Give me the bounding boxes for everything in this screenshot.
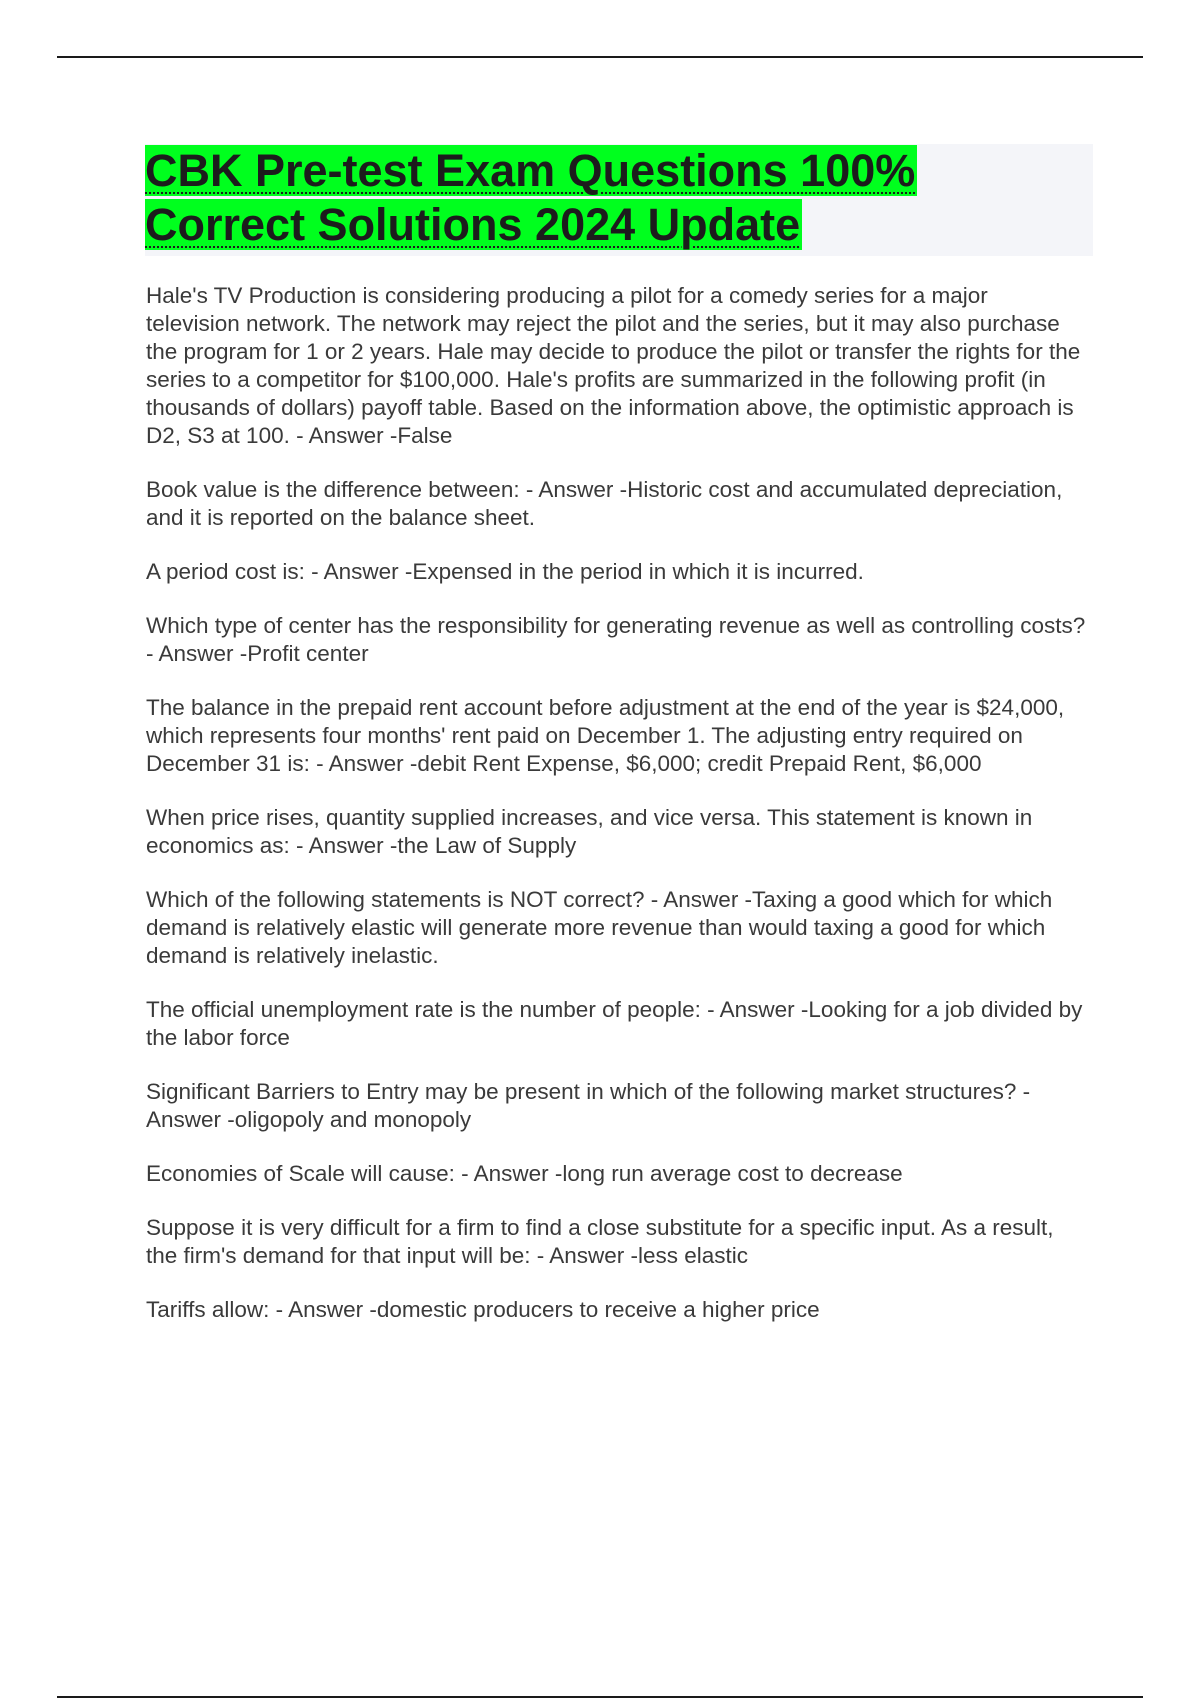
question-item: The official unemployment rate is the number of people: - Answer -Looking for a job divided by the labor force (146, 997, 1083, 1050)
question-item: Which of the following statements is NOT correct? - Answer -Taxing a good which for which demand is relatively elastic will generate more revenue than would taxing a good for which demand is relatively inelastic. (146, 887, 1053, 968)
title-block (145, 144, 1093, 256)
question-item: Significant Barriers to Entry may be present in which of the following market structures? - Answer -oligopoly and monopoly (146, 1079, 1031, 1132)
question-item: When price rises, quantity supplied increases, and vice versa. This statement is known in economics as: - Answer -the Law of Supply (146, 805, 1033, 858)
question-item: A period cost is: - Answer -Expensed in the period in which it is incurred. (146, 559, 864, 584)
document-title (145, 144, 1093, 252)
question-list (146, 282, 1086, 1350)
question-item: Tariffs allow: - Answer -domestic producers to receive a higher price (146, 1297, 820, 1322)
bottom-divider (57, 1696, 1143, 1698)
top-divider (57, 56, 1143, 58)
question-item: The balance in the prepaid rent account before adjustment at the end of the year is $24,000, which represents four months' rent paid on December 1. The adjusting entry required on December 31 is: - Answer -debit Rent Expense, $6,000; credit Prepaid Rent, $6,000 (146, 695, 1065, 776)
question-item: Suppose it is very difficult for a firm to find a close substitute for a specific input. As a result, the firm's demand for that input will be: - Answer -less elastic (146, 1215, 1054, 1268)
question-item: Economies of Scale will cause: - Answer -long run average cost to decrease (146, 1161, 903, 1186)
question-item: Book value is the difference between: - Answer -Historic cost and accumulated depreciation, and it is reported on the balance sheet. (146, 477, 1063, 530)
title-line-2: Correct Solutions 2024 Update (145, 199, 801, 250)
question-item: Hale's TV Production is considering producing a pilot for a comedy series for a major television network. The network may reject the pilot and the series, but it may also purchase the program for 1 or 2 years. Hale may decide to produce the pilot or transfer the rights for the series to a competitor for $100,000. Hale's profits are summarized in the following profit (in thousands of dollars) payoff table. Based on the information above, the optimistic approach is D2, S3 at 100. - Answer -False (146, 283, 1081, 448)
title-line-1: CBK Pre-test Exam Questions 100% (145, 145, 916, 196)
question-item: Which type of center has the responsibility for generating revenue as well as controlling costs? - Answer -Profit center (146, 613, 1086, 666)
